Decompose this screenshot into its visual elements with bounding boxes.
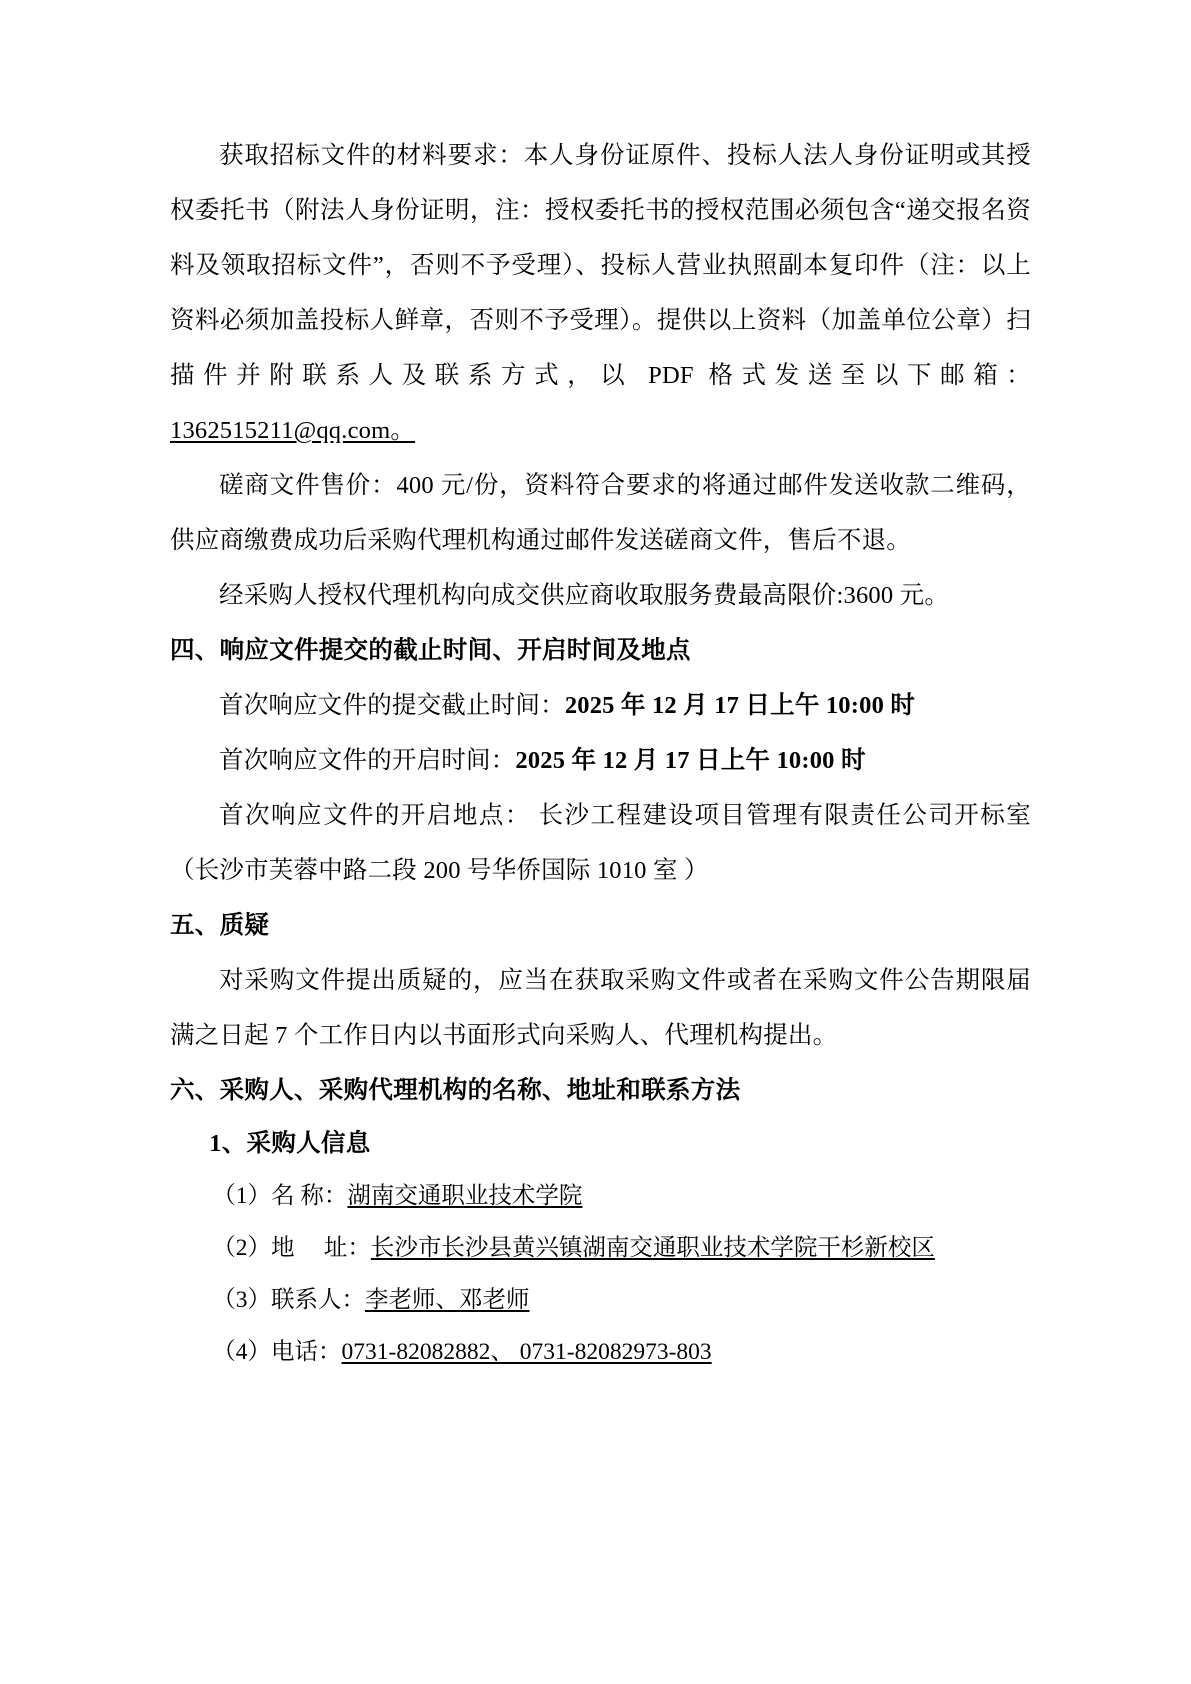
purchaser-contact-value: 李老师、邓老师 (365, 1287, 530, 1313)
section-heading-four: 四、响应文件提交的截止时间、开启时间及地点 (170, 637, 691, 664)
opening-place-label: 首次响应文件的开启地点： (219, 802, 531, 829)
purchaser-address-line (170, 1222, 1031, 1274)
paragraph-service-fee: 经采购人授权代理机构向成交供应商收取服务费最高限价:3600 元。 (219, 582, 950, 609)
purchaser-phone-label: （4）电话： (212, 1339, 342, 1365)
purchaser-name-value: 湖南交通职业技术学院 (347, 1183, 583, 1209)
paragraph-document-price: 磋商文件售价：400 元/份，资料符合要求的将通过邮件发送收款二维码，供应商缴费成功后采购代理机构通过邮件发送磋商文件，售后不退。 (170, 472, 1031, 554)
paragraph-text: 获取招标文件的材料要求：本人身份证原件、投标人法人身份证明或其授权委托书（附法人身份证明，注：授权委托书的授权范围必须包含“递交报名资料及领取招标文件”，否则不予受理）、投标人营业执照副本复印件（注：以上资料必须加盖投标人鲜章，否则不予受理）。提供以上资料（加盖单位公章）扫描件并附联系人及联系方式，以 PDF 格式发送至以下邮箱： (170, 142, 1031, 389)
purchaser-name-label: （1）名 称： (212, 1183, 348, 1209)
paragraph-material-requirements (170, 128, 1031, 458)
purchaser-address-label: （2）地 址： (212, 1235, 371, 1261)
email-link[interactable]: 1362515211@qq.com。 (170, 417, 416, 444)
opening-place-value: 长沙工程建设项目管理有限责任公司开标室（长沙市芙蓉中路二段 200 号华侨国际 1010 室 ） (170, 802, 1031, 884)
purchaser-name-line (170, 1170, 1031, 1222)
subsection-heading-purchaser-info: 1、采购人信息 (209, 1130, 371, 1157)
purchaser-phone-value: 0731-82082882、 0731-82082973-803 (341, 1339, 712, 1365)
section-heading-six: 六、采购人、采购代理机构的名称、地址和联系方法 (170, 1077, 741, 1104)
purchaser-contact-label: （3）联系人： (212, 1287, 366, 1313)
submission-deadline-line (170, 678, 1031, 733)
purchaser-address-value: 长沙市长沙县黄兴镇湖南交通职业技术学院干杉新校区 (370, 1235, 935, 1261)
purchaser-phone-line (170, 1326, 1031, 1378)
submission-deadline-value: 2025 年 12 月 17 日上午 10:00 时 (564, 692, 916, 719)
section-heading-five: 五、质疑 (170, 912, 270, 939)
submission-deadline-label: 首次响应文件的提交截止时间： (219, 692, 565, 719)
paragraph-challenge: 对采购文件提出质疑的，应当在获取采购文件或者在采购文件公告期限届满之日起 7 个工作日内以书面形式向采购人、代理机构提出。 (170, 967, 1031, 1049)
opening-time-value: 2025 年 12 月 17 日上午 10:00 时 (515, 747, 866, 774)
opening-time-line (170, 733, 1031, 788)
purchaser-contact-line (170, 1274, 1031, 1326)
opening-time-label: 首次响应文件的开启时间： (219, 747, 516, 774)
opening-place-line (170, 788, 1031, 898)
